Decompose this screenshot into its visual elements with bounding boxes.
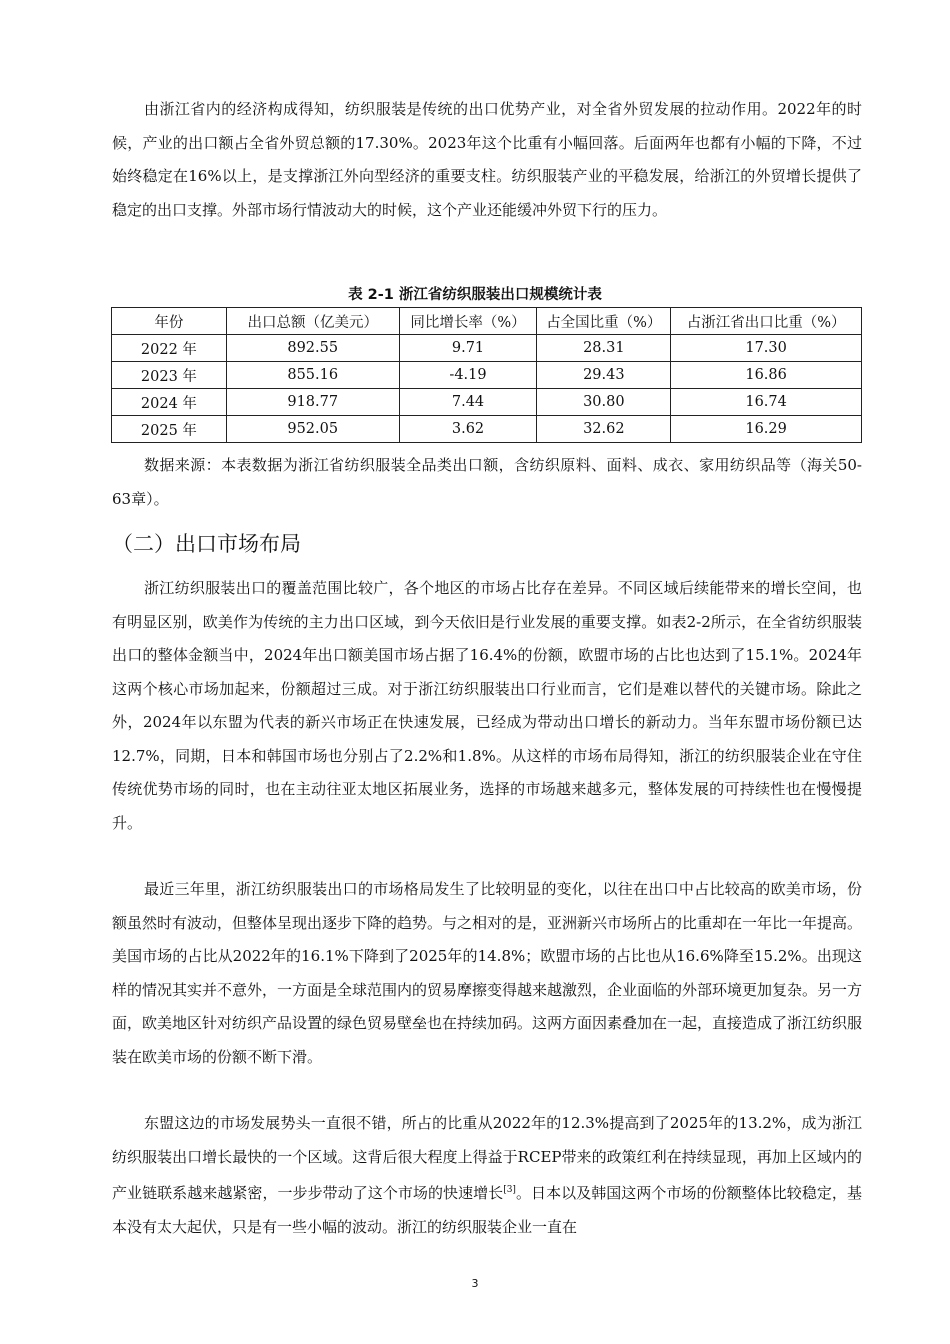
table-header-cell: 年份	[112, 308, 227, 335]
paragraph-text: 东盟这边的市场发展势头一直很不错，所占的比重从2022年的12.3%提高到了2025年的13.2%，成为浙江纺织服装出口增长最快的一个区域。这背后很大程度上得益于RCEP带来的政策红利在持续显现，再加上区域内的产业链联系越来越紧密，一步步带动了这个市场的快速增长	[112, 1114, 862, 1202]
citation-reference[interactable]: [3]	[503, 1185, 516, 1195]
table-row	[112, 362, 862, 389]
paragraph-text: 。日本以及韩国这两个市场的份额整体比较稳定，基本没有太大起伏，只是有一些小幅的波动。浙江的纺织服装企业一直在	[112, 1184, 862, 1236]
table-cell: 918.77	[226, 389, 399, 416]
table-cell: 28.31	[537, 335, 671, 362]
table-cell: 952.05	[226, 416, 399, 443]
table-cell: 29.43	[537, 362, 671, 389]
table-cell: 2025 年	[112, 416, 227, 443]
table-row	[112, 335, 862, 362]
export-scale-table	[111, 307, 862, 443]
table-cell: 9.71	[399, 335, 537, 362]
table-header-row	[112, 308, 862, 335]
table-source-note: 数据来源：本表数据为浙江省纺织服装全品类出口额，含纺织原料、面料、成衣、家用纺织品等（海关50-63章）。	[112, 456, 862, 508]
table-caption: 表 2-1 浙江省纺织服装出口规模统计表	[348, 287, 602, 303]
table-cell: 2022 年	[112, 335, 227, 362]
page-number: 3	[471, 1277, 479, 1290]
paragraph-market-layout: 浙江纺织服装出口的覆盖范围比较广，各个地区的市场占比存在差异。不同区域后续能带来的增长空间，也有明显区别，欧美作为传统的主力出口区域，到今天依旧是行业发展的重要支撑。如表2-2所示，在全省纺织服装出口的整体金额当中，2024年出口额美国市场占据了16.4%的份额，欧盟市场的占比也达到了15.1%。2024年这两个核心市场加起来，份额超过三成。对于浙江纺织服装出口行业而言，它们是难以替代的关键市场。除此之外，2024年以东盟为代表的新兴市场正在快速发展，已经成为带动出口增长的新动力。当年东盟市场份额已达12.7%，同期，日本和韩国市场也分别占了2.2%和1.8%。从这样的市场布局得知，浙江的纺织服装企业在守住传统优势市场的同时，也在主动往亚太地区拓展业务，选择的市场越来越多元，整体发展的可持续性也在慢慢提升。	[112, 579, 862, 832]
paragraph-export-advantage: 由浙江省内的经济构成得知，纺织服装是传统的出口优势产业，对全省外贸发展的拉动作用。2022年的时候，产业的出口额占全省外贸总额的17.30%。2023年这个比重有小幅回落。后面两年也都有小幅的下降，不过始终稳定在16%以上，是支撑浙江外向型经济的重要支柱。纺织服装产业的平稳发展，给浙江的外贸增长提供了稳定的出口支撑。外部市场行情波动大的时候，这个产业还能缓冲外贸下行的压力。	[112, 100, 862, 219]
paragraph-asean-growth	[112, 1107, 862, 1244]
table-cell: 16.29	[671, 416, 862, 443]
table-cell: 892.55	[226, 335, 399, 362]
table-cell: 2023 年	[112, 362, 227, 389]
table-cell: 30.80	[537, 389, 671, 416]
table-cell: 3.62	[399, 416, 537, 443]
table-header-cell: 出口总额（亿美元）	[226, 308, 399, 335]
table-header-cell: 占全国比重（%）	[537, 308, 671, 335]
paragraph-market-shift: 最近三年里，浙江纺织服装出口的市场格局发生了比较明显的变化，以往在出口中占比较高的欧美市场，份额虽然时有波动，但整体呈现出逐步下降的趋势。与之相对的是，亚洲新兴市场所占的比重却在一年比一年提高。美国市场的占比从2022年的16.1%下降到了2025年的14.8%；欧盟市场的占比也从16.6%降至15.2%。出现这样的情况其实并不意外，一方面是全球范围内的贸易摩擦变得越来越激烈，企业面临的外部环境更加复杂。另一方面，欧美地区针对纺织产品设置的绿色贸易壁垒也在持续加码。这两方面因素叠加在一起，直接造成了浙江纺织服装在欧美市场的份额不断下滑。	[112, 880, 863, 1066]
table-header-cell: 占浙江省出口比重（%）	[671, 308, 862, 335]
section-heading: （二）出口市场布局	[112, 532, 301, 556]
table-header-cell: 同比增长率（%）	[399, 308, 537, 335]
table-cell: 2024 年	[112, 389, 227, 416]
table-cell: 32.62	[537, 416, 671, 443]
table-cell: 855.16	[226, 362, 399, 389]
table-cell: 7.44	[399, 389, 537, 416]
table-cell: -4.19	[399, 362, 537, 389]
table-row	[112, 416, 862, 443]
table-cell: 16.86	[671, 362, 862, 389]
table-cell: 17.30	[671, 335, 862, 362]
table-row	[112, 389, 862, 416]
table-cell: 16.74	[671, 389, 862, 416]
